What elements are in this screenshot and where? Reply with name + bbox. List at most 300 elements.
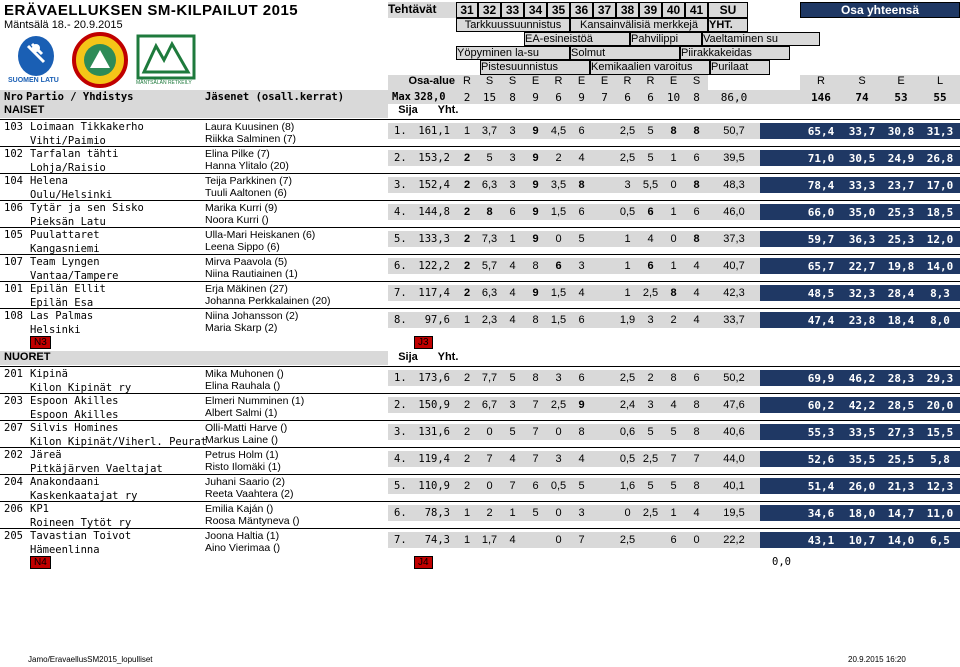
task-score: 3 bbox=[647, 314, 654, 326]
task-score: 50,7 bbox=[723, 125, 745, 137]
task-score: 3 bbox=[555, 372, 562, 384]
task-score: 2,5 bbox=[642, 287, 659, 299]
task-score: 1 bbox=[670, 260, 677, 272]
suomen-latu-logo bbox=[6, 32, 66, 87]
task-score: 6 bbox=[693, 372, 700, 384]
osa-alue-total-code: R bbox=[800, 75, 842, 90]
task-score: 1,9 bbox=[619, 314, 636, 326]
suomen-latu-text: SUOMEN LATU bbox=[8, 77, 59, 84]
task-number: 41 bbox=[685, 2, 708, 18]
team-name: Tytär ja sen Sisko bbox=[30, 202, 144, 214]
team-name: Järeä bbox=[30, 449, 62, 461]
area-total: 8,0 bbox=[930, 314, 950, 327]
task-name: Purilaat bbox=[710, 60, 770, 75]
team-member: Elmeri Numminen (1) bbox=[205, 395, 305, 407]
osa-alue-code: S bbox=[501, 75, 524, 90]
task-score: 3 bbox=[624, 179, 631, 191]
area-total: 18,0 bbox=[848, 507, 876, 520]
team-name: Loimaan Tikkakerho bbox=[30, 121, 144, 133]
task-score: 2,3 bbox=[481, 314, 498, 326]
area-total: 17,0 bbox=[926, 179, 954, 192]
task-score: 0 bbox=[486, 480, 493, 492]
area-total: 30,8 bbox=[887, 125, 915, 138]
area-total: 24,9 bbox=[887, 152, 915, 165]
team-member: Elina Rauhala () bbox=[205, 380, 281, 392]
team-name: Anakondaani bbox=[30, 476, 100, 488]
section-tag-left: N4 bbox=[30, 556, 51, 569]
team-rank: 5. bbox=[394, 233, 407, 245]
team-rank: 6. bbox=[394, 507, 407, 519]
max-value: 2 bbox=[463, 91, 471, 104]
area-total: 59,7 bbox=[807, 233, 835, 246]
team-member: Hanna Ylitalo (20) bbox=[205, 160, 289, 172]
task-score: 8 bbox=[670, 287, 677, 299]
team-rank: 5. bbox=[394, 480, 407, 492]
task-score: 0 bbox=[693, 534, 700, 546]
team-club: Roineen Tytöt ry bbox=[30, 517, 132, 529]
task-score: 2 bbox=[647, 372, 654, 384]
task-score: 0,6 bbox=[619, 426, 636, 438]
area-total: 26,0 bbox=[848, 480, 876, 493]
team-rank: 4. bbox=[394, 453, 407, 465]
task-score: 6 bbox=[647, 206, 654, 218]
row-divider bbox=[0, 146, 960, 147]
task-score: 4 bbox=[693, 287, 700, 299]
task-number: 31 bbox=[456, 2, 478, 18]
area-total: 15,5 bbox=[926, 426, 954, 439]
section-tag-left: N3 bbox=[30, 336, 51, 349]
task-score: 5,5 bbox=[642, 179, 659, 191]
task-score: 8 bbox=[486, 206, 493, 218]
col-partio: Partio / Yhdistys bbox=[26, 91, 134, 103]
task-score: 1 bbox=[624, 260, 631, 272]
task-score: 7 bbox=[578, 534, 585, 546]
osa-alue-total-code: E bbox=[882, 75, 920, 90]
yht-label: Yht. bbox=[437, 351, 459, 363]
team-member: Mirva Paavola (5) bbox=[205, 256, 288, 268]
area-total: 66,0 bbox=[807, 206, 835, 219]
area-total: 65,7 bbox=[807, 260, 835, 273]
task-score: 4 bbox=[509, 314, 516, 326]
task-score: 1,7 bbox=[481, 534, 498, 546]
max-value: 8 bbox=[509, 91, 516, 104]
max-value: 10 bbox=[666, 91, 681, 104]
team-rank: 7. bbox=[394, 287, 407, 299]
task-score: 6 bbox=[670, 534, 677, 546]
task-number: 40 bbox=[662, 2, 685, 18]
area-total: 28,4 bbox=[887, 287, 915, 300]
area-total: 65,4 bbox=[807, 125, 835, 138]
task-score: 4 bbox=[578, 287, 585, 299]
task-score: 2 bbox=[463, 179, 471, 191]
task-score: 8 bbox=[578, 179, 585, 191]
team-rank: 3. bbox=[394, 179, 407, 191]
team-member: Niina Rautiainen (1) bbox=[205, 268, 298, 280]
team-name: Silvis Homines bbox=[30, 422, 119, 434]
area-total: 60,2 bbox=[807, 399, 835, 412]
osa-alue-code: R bbox=[547, 75, 570, 90]
area-total: 12,3 bbox=[926, 480, 954, 493]
osa-alue-code: R bbox=[639, 75, 662, 90]
task-score: 7 bbox=[532, 426, 539, 438]
max-value: 86,0 bbox=[720, 91, 748, 104]
task-name: EA-esineistöä bbox=[524, 32, 630, 46]
area-total: 5,8 bbox=[930, 453, 950, 466]
area-total: 18,4 bbox=[887, 314, 915, 327]
area-total: 34,6 bbox=[807, 507, 835, 520]
task-score: 8 bbox=[693, 399, 700, 411]
team-member: Erja Mäkinen (27) bbox=[205, 283, 288, 295]
task-score: 2 bbox=[486, 507, 493, 519]
team-total: 153,2 bbox=[418, 152, 450, 164]
row-divider bbox=[0, 308, 960, 309]
area-total: 51,4 bbox=[807, 480, 835, 493]
team-club: Kaskenkaatajat ry bbox=[30, 490, 138, 502]
area-total: 28,5 bbox=[887, 399, 915, 412]
team-club: Kilon Kipinät/Viherl. Peurat bbox=[30, 436, 208, 448]
team-member: Teija Parkkinen (7) bbox=[205, 175, 292, 187]
team-number: 207 bbox=[4, 422, 23, 434]
task-score: 4,5 bbox=[550, 125, 567, 137]
task-score: 0,5 bbox=[550, 480, 567, 492]
task-score: 0 bbox=[555, 426, 562, 438]
task-score: 8 bbox=[693, 125, 700, 137]
row-divider bbox=[0, 501, 960, 502]
task-score: 0 bbox=[624, 507, 631, 519]
team-rank: 1. bbox=[394, 125, 407, 137]
task-score: 2,5 bbox=[619, 125, 636, 137]
task-score: 1 bbox=[509, 233, 516, 245]
task-score: 19,5 bbox=[723, 507, 745, 519]
task-score: 3 bbox=[555, 453, 562, 465]
task-score: 0,5 bbox=[619, 453, 636, 465]
task-score: 0,5 bbox=[619, 206, 636, 218]
area-total: 6,5 bbox=[930, 534, 950, 547]
osa-alue-label: Osa-alue bbox=[388, 75, 458, 90]
task-score: 4 bbox=[693, 314, 700, 326]
area-total: 47,4 bbox=[807, 314, 835, 327]
task-score: 7 bbox=[532, 453, 539, 465]
task-score: 2 bbox=[555, 152, 562, 164]
task-score: 5 bbox=[509, 426, 516, 438]
task-name: Vaeltaminen su bbox=[702, 32, 820, 46]
task-name: Yöpyminen la-su bbox=[456, 46, 570, 60]
team-number: 108 bbox=[4, 310, 23, 322]
team-total: 97,6 bbox=[424, 314, 450, 326]
task-score: 5 bbox=[509, 372, 516, 384]
team-total: 133,3 bbox=[418, 233, 450, 245]
task-score: 3 bbox=[509, 152, 516, 164]
task-number: 39 bbox=[639, 2, 662, 18]
task-score: 7 bbox=[532, 399, 539, 411]
team-member: Albert Salmi (1) bbox=[205, 407, 278, 419]
team-rank: 4. bbox=[394, 206, 407, 218]
team-total: 117,4 bbox=[418, 287, 450, 299]
task-score: 6 bbox=[532, 480, 539, 492]
task-score: 8 bbox=[532, 314, 539, 326]
task-score: 39,5 bbox=[723, 152, 745, 164]
team-total: 152,4 bbox=[418, 179, 450, 191]
team-club: Epilän Esa bbox=[30, 297, 94, 309]
task-score: 9 bbox=[532, 179, 539, 191]
task-score: 6 bbox=[578, 206, 585, 218]
task-score: 1,6 bbox=[619, 480, 636, 492]
task-score: 5 bbox=[647, 426, 654, 438]
section-tag-right: J3 bbox=[414, 336, 433, 349]
team-number: 202 bbox=[4, 449, 23, 461]
area-total: 42,2 bbox=[848, 399, 876, 412]
area-total: 78,4 bbox=[807, 179, 835, 192]
event-dates: Mäntsälä 18.- 20.9.2015 bbox=[4, 19, 123, 31]
area-total: 33,3 bbox=[848, 179, 876, 192]
task-score: 2,5 bbox=[619, 372, 636, 384]
area-total: 33,7 bbox=[848, 125, 876, 138]
area-total: 31,3 bbox=[926, 125, 954, 138]
team-club: Hämeenlinna bbox=[30, 544, 100, 556]
task-score: 37,3 bbox=[723, 233, 745, 245]
task-score: 40,7 bbox=[723, 260, 745, 272]
task-score: 6,7 bbox=[481, 399, 498, 411]
max-value: 8 bbox=[693, 91, 700, 104]
task-score: 1 bbox=[670, 152, 677, 164]
team-number: 101 bbox=[4, 283, 23, 295]
task-score: 3 bbox=[578, 260, 585, 272]
task-name: Kemikaalien varoitus bbox=[590, 60, 710, 75]
footer-left: Jamo/EravaellusSM2015_lopulliset bbox=[28, 655, 153, 664]
team-rank: 2. bbox=[394, 152, 407, 164]
team-number: 104 bbox=[4, 175, 23, 187]
team-club: Vantaa/Tampere bbox=[30, 270, 119, 282]
task-score: 1 bbox=[463, 125, 471, 137]
team-number: 105 bbox=[4, 229, 23, 241]
team-member: Marika Kurri (9) bbox=[205, 202, 278, 214]
row-divider bbox=[0, 393, 960, 394]
team-name: KP1 bbox=[30, 503, 49, 515]
task-score: 48,3 bbox=[723, 179, 745, 191]
task-score: 2,4 bbox=[619, 399, 636, 411]
team-total: 119,4 bbox=[418, 453, 450, 465]
max-value: 9 bbox=[532, 91, 539, 104]
area-total: 35,5 bbox=[848, 453, 876, 466]
max-total-value: 146 bbox=[811, 91, 831, 104]
area-total: 25,3 bbox=[887, 233, 915, 246]
task-score: 1 bbox=[624, 233, 631, 245]
task-score: 8 bbox=[693, 480, 700, 492]
team-club: Espoon Akilles bbox=[30, 409, 119, 421]
team-name: Team Lyngen bbox=[30, 256, 100, 268]
task-score: 8 bbox=[532, 372, 539, 384]
team-club: Vihti/Paimio bbox=[30, 135, 106, 147]
task-score: 4 bbox=[693, 260, 700, 272]
task-score: 9 bbox=[532, 125, 539, 137]
task-score: 3 bbox=[509, 399, 516, 411]
tehtavat-label: Tehtävät bbox=[388, 2, 456, 18]
task-score: 4 bbox=[578, 453, 585, 465]
task-score: 22,2 bbox=[723, 534, 745, 546]
task-score: 2,5 bbox=[642, 453, 659, 465]
team-club: Kangasniemi bbox=[30, 243, 100, 255]
team-total: 110,9 bbox=[418, 480, 450, 492]
task-score: 1 bbox=[624, 287, 631, 299]
team-member: Joona Haltia (1) bbox=[205, 530, 280, 542]
task-score: 4 bbox=[578, 152, 585, 164]
row-divider bbox=[0, 474, 960, 475]
team-name: Kipinä bbox=[30, 368, 68, 380]
team-club: Helsinki bbox=[30, 324, 81, 336]
area-total: 29,3 bbox=[926, 372, 954, 385]
task-score: 2 bbox=[463, 453, 471, 465]
task-score: 2 bbox=[463, 399, 471, 411]
task-score: 4 bbox=[509, 534, 516, 546]
task-score: 6 bbox=[578, 125, 585, 137]
team-total: 78,3 bbox=[424, 507, 450, 519]
area-total: 43,1 bbox=[807, 534, 835, 547]
osa-alue-total-code: L bbox=[920, 75, 960, 90]
task-score: 4 bbox=[647, 233, 654, 245]
team-member: Petrus Holm (1) bbox=[205, 449, 279, 461]
team-club: Kilon Kipinät ry bbox=[30, 382, 132, 394]
task-score: 3 bbox=[578, 507, 585, 519]
task-name: Kansainvälisiä merkkejä bbox=[570, 18, 708, 32]
team-club: Oulu/Helsinki bbox=[30, 189, 113, 201]
osa-alue-code: E bbox=[593, 75, 616, 90]
max-value: 9 bbox=[578, 91, 585, 104]
task-score: 1,5 bbox=[550, 287, 567, 299]
task-number: 32 bbox=[478, 2, 501, 18]
col-nro: Nro bbox=[4, 91, 23, 103]
team-member: Roosa Mäntyneva () bbox=[205, 515, 300, 527]
area-total: 21,3 bbox=[887, 480, 915, 493]
task-score: 6 bbox=[647, 260, 654, 272]
task-score: 5,7 bbox=[481, 260, 498, 272]
max-total: 328,0 bbox=[414, 91, 446, 103]
task-score: 50,2 bbox=[723, 372, 745, 384]
osa-alue-code: E bbox=[662, 75, 685, 90]
task-score: 7 bbox=[693, 453, 700, 465]
footer-right: 20.9.2015 16:20 bbox=[848, 655, 906, 664]
task-score: 6 bbox=[693, 152, 700, 164]
area-total: 32,3 bbox=[848, 287, 876, 300]
task-score: 4 bbox=[670, 399, 677, 411]
area-total: 48,5 bbox=[807, 287, 835, 300]
team-number: 204 bbox=[4, 476, 23, 488]
task-score: 2 bbox=[463, 152, 471, 164]
osa-alue-code: S bbox=[685, 75, 708, 90]
task-score: 8 bbox=[578, 426, 585, 438]
task-score: 6,3 bbox=[481, 179, 498, 191]
team-name: Tavastian Toivot bbox=[30, 530, 132, 542]
team-member: Elina Pilke (7) bbox=[205, 148, 270, 160]
osa-alue-code: E bbox=[570, 75, 593, 90]
task-score: 6 bbox=[693, 206, 700, 218]
task-score: 9 bbox=[578, 399, 585, 411]
task-score: 2,5 bbox=[619, 152, 636, 164]
task-score: 1,5 bbox=[550, 206, 567, 218]
task-score: 2 bbox=[670, 314, 677, 326]
team-member: Johanna Perkkalainen (20) bbox=[205, 295, 331, 307]
task-name: Tarkkuussuunnistus bbox=[456, 18, 570, 32]
row-divider bbox=[0, 173, 960, 174]
task-score: 5 bbox=[578, 233, 585, 245]
yht-label: Yht. bbox=[437, 104, 459, 116]
area-total: 19,8 bbox=[887, 260, 915, 273]
task-score: 1 bbox=[463, 314, 471, 326]
task-score: 3 bbox=[647, 399, 654, 411]
area-total: 33,5 bbox=[848, 426, 876, 439]
team-member: Risto Ilomäki (1) bbox=[205, 461, 281, 473]
area-total: 25,3 bbox=[887, 206, 915, 219]
task-score: 9 bbox=[532, 233, 539, 245]
task-score: 0 bbox=[555, 534, 562, 546]
task-score: 8 bbox=[670, 372, 677, 384]
task-score: 3,7 bbox=[481, 125, 498, 137]
task-score: 2 bbox=[463, 260, 471, 272]
task-score: 9 bbox=[532, 287, 539, 299]
task-score: 6 bbox=[555, 260, 562, 272]
section-title: NAISET bbox=[0, 104, 388, 118]
team-member: Riikka Salminen (7) bbox=[205, 133, 297, 145]
task-score: 8 bbox=[670, 125, 677, 137]
team-name: Puulattaret bbox=[30, 229, 100, 241]
task-name: Pahvilippi bbox=[630, 32, 702, 46]
area-total: 26,8 bbox=[926, 152, 954, 165]
section-tag-right: J4 bbox=[414, 556, 433, 569]
team-name: Espoon Akilles bbox=[30, 395, 119, 407]
team-club: Pitkäjärven Vaeltajat bbox=[30, 463, 163, 475]
team-name: Helena bbox=[30, 175, 68, 187]
task-score: 1,5 bbox=[550, 314, 567, 326]
team-total: 122,2 bbox=[418, 260, 450, 272]
area-total: 14,0 bbox=[887, 534, 915, 547]
row-divider bbox=[0, 254, 960, 255]
task-score: 2 bbox=[463, 480, 471, 492]
row-divider bbox=[0, 200, 960, 201]
page-title: ERÄVAELLUKSEN SM-KILPAILUT 2015 bbox=[4, 2, 299, 19]
task-score: 0 bbox=[486, 426, 493, 438]
task-score: 9 bbox=[532, 152, 539, 164]
team-rank: 7. bbox=[394, 534, 407, 546]
task-score: 0 bbox=[555, 507, 562, 519]
task-score: 5 bbox=[647, 125, 654, 137]
area-total: 25,5 bbox=[887, 453, 915, 466]
task-score: 4 bbox=[509, 260, 516, 272]
area-total: 11,0 bbox=[926, 507, 954, 520]
task-score: 2 bbox=[463, 287, 471, 299]
team-member: Aino Vierimaa () bbox=[205, 542, 281, 554]
area-total: 52,6 bbox=[807, 453, 835, 466]
task-score: 2 bbox=[463, 372, 471, 384]
section-extra-value: 0,0 bbox=[772, 556, 791, 568]
team-club: Lohja/Raisio bbox=[30, 162, 106, 174]
task-number: 37 bbox=[593, 2, 616, 18]
team-member: Tuuli Aaltonen (6) bbox=[205, 187, 287, 199]
task-score: 5 bbox=[486, 152, 493, 164]
sija-label: Sija bbox=[398, 104, 418, 116]
max-value: 15 bbox=[482, 91, 497, 104]
max-value: 6 bbox=[555, 91, 562, 104]
max-total-value: 55 bbox=[933, 91, 947, 104]
team-number: 106 bbox=[4, 202, 23, 214]
task-score: 5 bbox=[647, 480, 654, 492]
team-number: 107 bbox=[4, 256, 23, 268]
task-score: 8 bbox=[693, 233, 700, 245]
max-value: 7 bbox=[601, 91, 608, 104]
task-score: 7,3 bbox=[481, 233, 498, 245]
task-score: 2,5 bbox=[642, 507, 659, 519]
area-total: 27,3 bbox=[887, 426, 915, 439]
team-name: Tarfalan tähti bbox=[30, 148, 119, 160]
task-score: 0 bbox=[555, 233, 562, 245]
